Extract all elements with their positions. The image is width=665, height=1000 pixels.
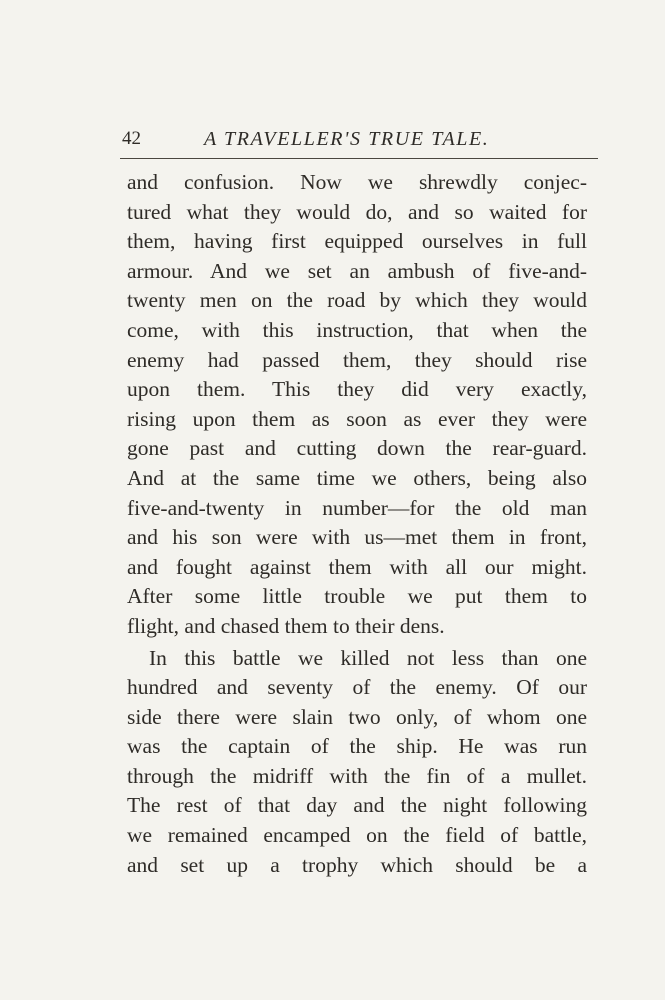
text-line: and set up a trophy which should be a [127, 852, 587, 877]
text-line: gone past and cutting down the rear-guard. [127, 436, 587, 461]
body-text [127, 168, 587, 880]
text-line: And at the same time we others, being also [127, 465, 587, 490]
text-line: In this battle we killed not less than one [149, 645, 587, 670]
text-line: them, having first equipped ourselves in full [127, 229, 587, 254]
running-title: A TRAVELLER'S TRUE TALE. [204, 128, 490, 150]
text-line: armour. And we set an ambush of five-and- [127, 258, 587, 283]
text-line: and fought against them with all our might. [127, 554, 587, 579]
page-number: 42 [122, 128, 141, 149]
text-line: The rest of that day and the night following [127, 793, 587, 818]
text-line: After some little trouble we put them to [127, 584, 587, 609]
text-line: upon them. This they did very exactly, [127, 377, 587, 402]
text-line: enemy had passed them, they should rise [127, 347, 587, 372]
text-line: come, with this instruction, that when the [127, 317, 587, 342]
text-line: flight, and chased them to their dens. [127, 613, 445, 638]
text-line: five-and-twenty in number—for the old man [127, 495, 587, 520]
paragraph-1 [127, 168, 587, 642]
header-rule [120, 158, 598, 159]
text-line: tured what they would do, and so waited for [127, 199, 587, 224]
text-line: was the captain of the ship. He was run [127, 734, 587, 759]
text-line: we remained encamped on the field of battle, [127, 823, 587, 848]
text-line: and his son were with us—met them in front, [127, 525, 587, 550]
running-head [122, 126, 596, 152]
text-line: hundred and seventy of the enemy. Of our [127, 675, 587, 700]
text-line: through the midriff with the fin of a mullet. [127, 763, 587, 788]
text-line: rising upon them as soon as ever they were [127, 406, 587, 431]
text-line: and confusion. Now we shrewdly conjec- [127, 170, 587, 194]
paragraph-2 [127, 644, 587, 881]
text-line: twenty men on the road by which they would [127, 288, 587, 313]
text-line: side there were slain two only, of whom one [127, 704, 587, 729]
